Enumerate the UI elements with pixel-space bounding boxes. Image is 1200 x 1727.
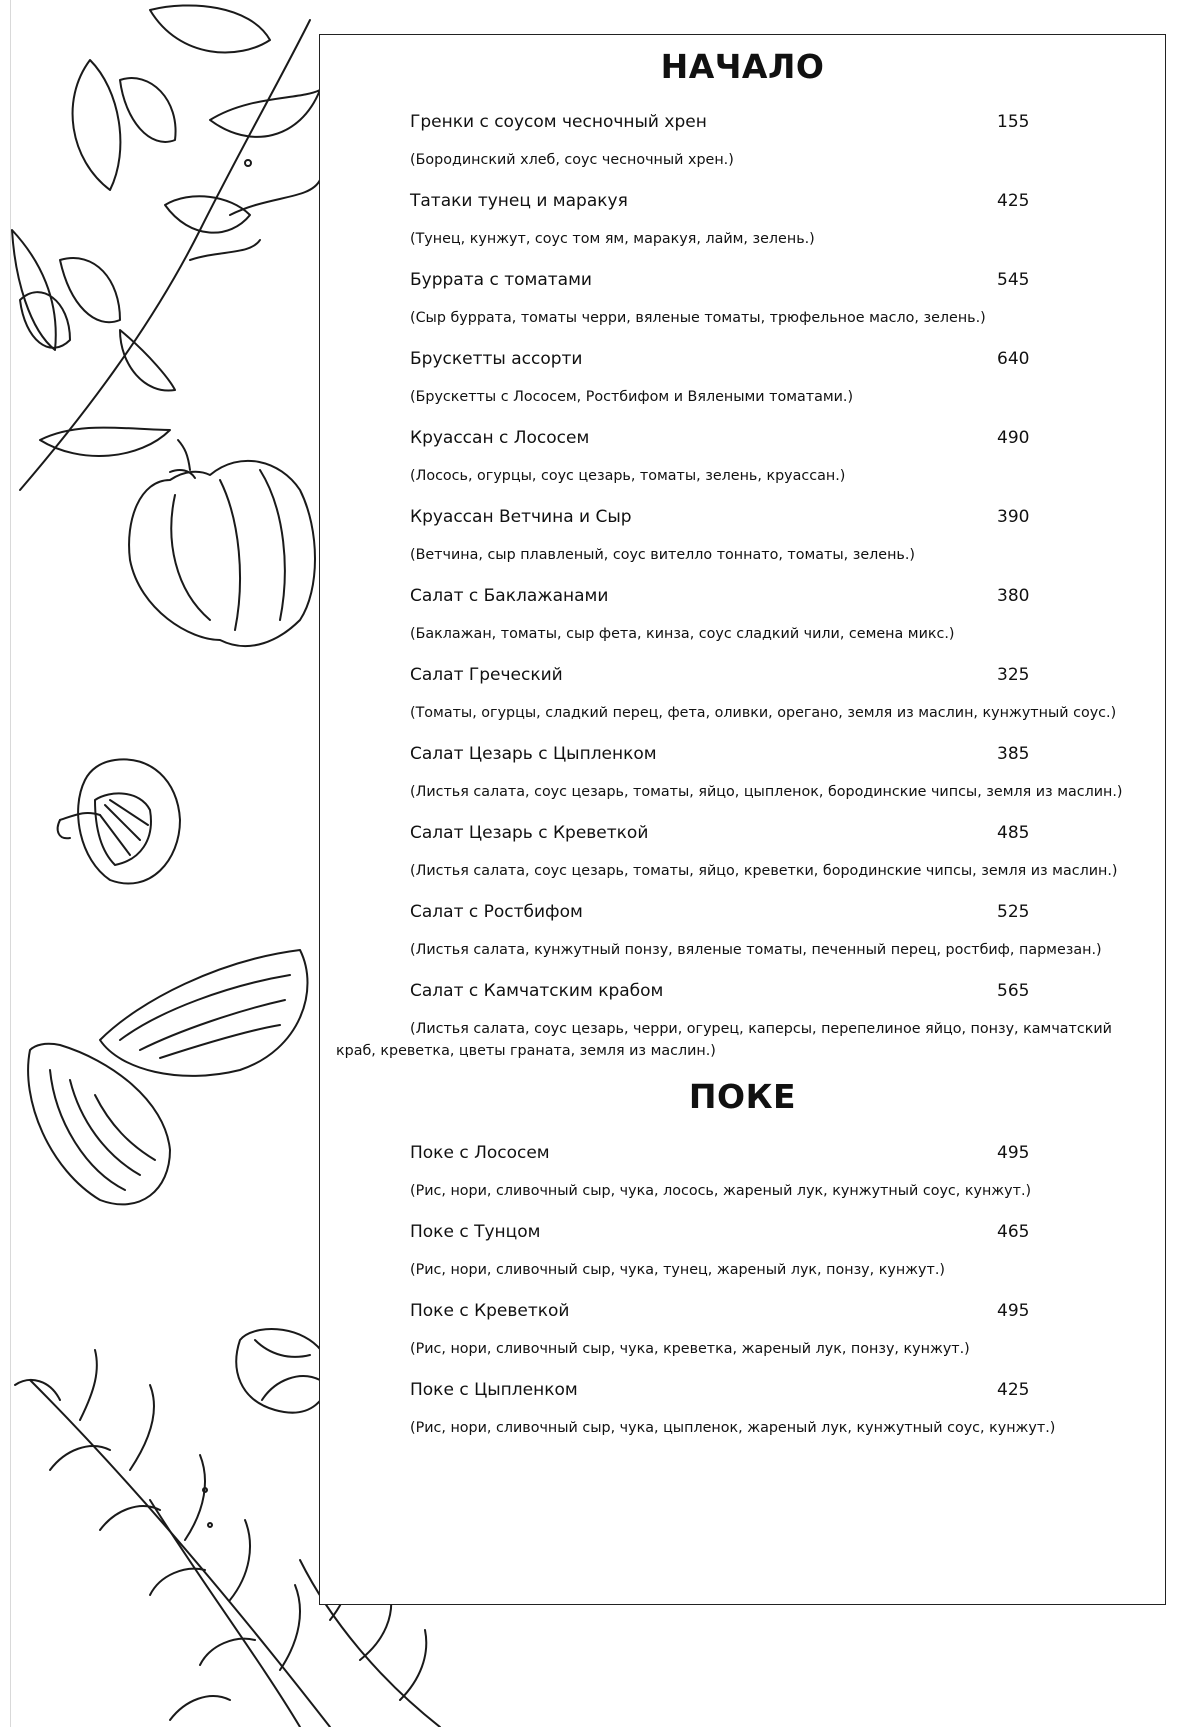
bell-pepper-icon [129,440,315,646]
menu-item-description: (Ветчина, сыр плавленый, соус вителло тоннато, томаты, зелень.) [410,547,915,563]
menu-item-price: 155 [997,112,1030,132]
menu-item [320,427,1165,506]
menu-item-price: 465 [997,1222,1030,1242]
menu-item [320,111,1165,190]
menu-item-description: (Рис, нори, сливочный сыр, чука, креветка, жареный лук, понзу, кунжут.) [410,1341,970,1357]
menu-item-name: Круассан с Лососем [410,428,590,448]
menu-item-price: 640 [997,349,1030,369]
menu-item [320,980,1165,1059]
menu-item [320,1379,1165,1458]
page-left-edge [10,0,11,1727]
menu-item-price: 490 [997,428,1030,448]
menu-item-description: (Лосось, огурцы, соус цезарь, томаты, зелень, круассан.) [410,468,846,484]
section-title-nachalo: НАЧАЛО [660,47,825,86]
mussel-shell-icon [28,950,307,1204]
menu-item-price: 565 [997,981,1030,1001]
menu-card [319,34,1166,1605]
menu-item-name: Поке с Креветкой [410,1301,570,1321]
menu-item-description: (Листья салата, кунжутный понзу, вяленые томаты, печенный перец, ростбиф, пармезан.) [410,942,1102,958]
menu-item-name: Салат с Баклажанами [410,586,609,606]
menu-item-description: (Тунец, кунжут, соус том ям, маракуя, лайм, зелень.) [410,231,815,247]
menu-item-price: 425 [997,191,1030,211]
section-title-poke: ПОКЕ [688,1077,797,1116]
menu-item-price: 485 [997,823,1030,843]
menu-item-name: Буррата с томатами [410,270,592,290]
mushroom-icon [58,759,180,883]
menu-item-name: Поке с Цыпленком [410,1380,578,1400]
menu-item-description: (Рис, нори, сливочный сыр, чука, тунец, жареный лук, понзу, кунжут.) [410,1262,945,1278]
menu-item-price: 385 [997,744,1030,764]
menu-item [320,664,1165,743]
menu-item-price: 495 [997,1143,1030,1163]
menu-item-name: Салат Греческий [410,665,563,685]
menu-item [320,901,1165,980]
menu-item [320,1221,1165,1300]
menu-item [320,506,1165,585]
menu-item-name: Салат Цезарь с Креветкой [410,823,649,843]
menu-item-description: (Сыр буррата, томаты черри, вяленые томаты, трюфельное масло, зелень.) [410,310,986,326]
menu-item-price: 495 [997,1301,1030,1321]
menu-item-description: (Листья салата, соус цезарь, томаты, яйцо, креветки, бородинские чипсы, земля из маслин.) [410,863,1118,879]
menu-item-name: Круассан Ветчина и Сыр [410,507,632,527]
menu-item-description: (Листья салата, соус цезарь, черри, огурец, каперсы, перепелиное яйцо, понзу, камчатский краб, креветка, цветы граната, земля из маслин.) [336,1021,1112,1059]
menu-item [320,1300,1165,1379]
menu-item-price: 390 [997,507,1030,527]
menu-item-description: (Рис, нори, сливочный сыр, чука, цыпленок, жареный лук, кунжутный соус, кунжут.) [410,1420,1056,1436]
menu-item-name: Татаки тунец и маракуя [410,191,628,211]
menu-item-description: (Листья салата, соус цезарь, томаты, яйцо, цыпленок, бородинские чипсы, земля из маслин.) [410,784,1123,800]
menu-item-price: 545 [997,270,1030,290]
menu-item [320,822,1165,901]
menu-item-price: 425 [997,1380,1030,1400]
menu-item-name: Поке с Лососем [410,1143,550,1163]
menu-item [320,743,1165,822]
menu-item-name: Гренки с соусом чесночный хрен [410,112,707,132]
menu-item-description: (Бородинский хлеб, соус чесночный хрен.) [410,152,734,168]
menu-item-price: 325 [997,665,1030,685]
menu-item-description: (Баклажан, томаты, сыр фета, кинза, соус сладкий чили, семена микс.) [410,626,955,642]
menu-item [320,585,1165,664]
menu-item-price: 380 [997,586,1030,606]
menu-item-description: (Рис, нори, сливочный сыр, чука, лосось, жареный лук, кунжутный соус, кунжут.) [410,1183,1032,1199]
menu-item-price: 525 [997,902,1030,922]
section-items-nachalo [320,111,1165,1059]
menu-item [320,348,1165,427]
olive-branch-icon [12,5,320,490]
menu-item [320,1142,1165,1221]
section-items-poke [320,1142,1165,1458]
menu-item-name: Салат с Камчатским крабом [410,981,664,1001]
menu-item-name: Салат с Ростбифом [410,902,583,922]
menu-item-name: Салат Цезарь с Цыпленком [410,744,657,764]
menu-item-description: (Томаты, огурцы, сладкий перец, фета, оливки, орегано, земля из маслин, кунжутный соус.) [410,705,1117,721]
menu-item [320,190,1165,269]
garlic-icon [236,1329,330,1413]
menu-item-description: (Брускетты с Лососем, Ростбифом и Вялеными томатами.) [410,389,854,405]
menu-item-name: Брускетты ассорти [410,349,583,369]
menu-item-name: Поке с Тунцом [410,1222,541,1242]
menu-item [320,269,1165,348]
